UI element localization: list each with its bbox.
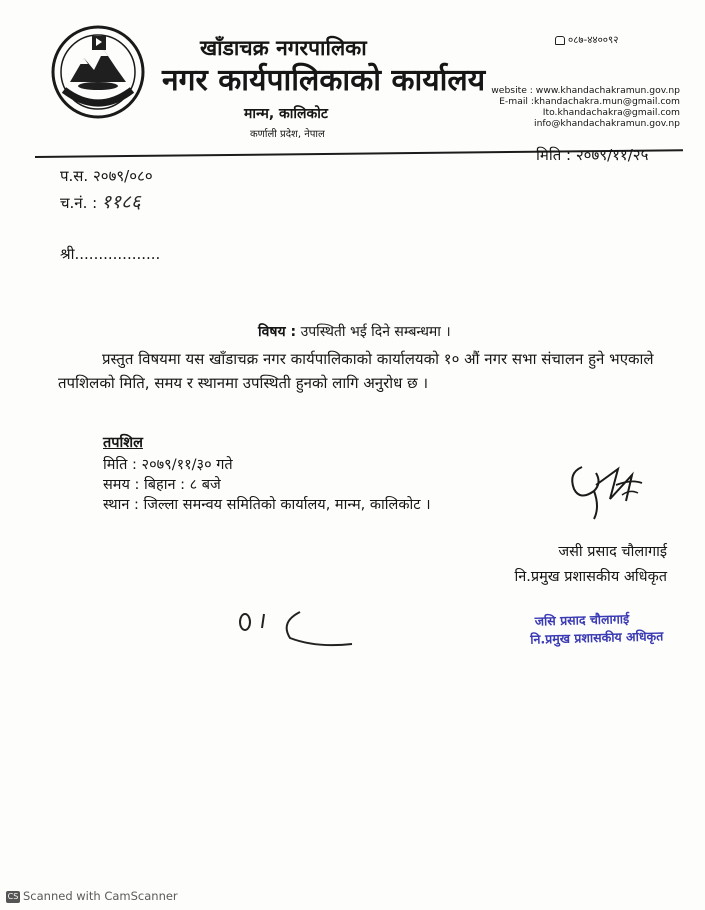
subject-line	[258, 322, 451, 341]
subject-label: विषय :	[258, 324, 297, 340]
body-paragraph: प्रस्तुत विषयमा यस खाँडाचक्र नगर कार्यपालिकाको कार्यालयको १० औं नगर सभा संचालन हुने भएकाले तपशिलको मिति, समय र स्थानमा उपस्थिती हुनको लागि अनुरोध छ ।	[58, 350, 654, 392]
nepal-municipal-emblem-icon	[50, 24, 146, 120]
scanner-watermark-text: Scanned with CamScanner	[23, 889, 178, 903]
phone-number	[555, 32, 618, 46]
dispatch-number-row	[60, 188, 141, 214]
contact-email-1: E-mail :khandachakra.mun@gmail.com	[499, 96, 680, 107]
letter-date: मिति : २०७९/११/२५	[536, 146, 649, 164]
details-block	[103, 433, 431, 515]
recipient-line: श्री..................	[60, 245, 161, 263]
office-name: नगर कार्यपालिकाको कार्यालय	[162, 63, 486, 98]
details-place: स्थान : जिल्ला समन्वय समितिको कार्यालय, मान्म, कालिकोट ।	[103, 497, 431, 513]
stamp-title: नि.प्रमुख प्रशासकीय अधिकृत	[530, 628, 664, 647]
scanner-watermark	[6, 889, 178, 903]
stamp-name: जसि प्रसाद चौलागाई	[534, 611, 630, 629]
phone-text: ०८७-४४००९२	[568, 35, 619, 46]
dispatch-number-handwritten: ११८६	[101, 191, 141, 213]
signatory-title: नि.प्रमुख प्रशासकीय अधिकृत	[514, 569, 667, 585]
details-heading: तपशिल	[103, 435, 143, 451]
contact-block	[491, 85, 680, 129]
camscanner-logo-icon: CS	[7, 891, 19, 901]
signatory-name: जसी प्रसाद चौलागाई	[558, 544, 667, 560]
fiscal-year-reference: प.स. २०७९/०८०	[60, 167, 153, 185]
handwritten-scribble	[236, 604, 356, 654]
contact-email-3: info@khandachakramun.gov.np	[534, 118, 680, 129]
office-address: मान्म, कालिकोट	[244, 106, 328, 122]
phone-icon	[555, 36, 565, 45]
contact-website: website : www.khandachakramun.gov.np	[491, 85, 680, 96]
subject-text: उपस्थिती भई दिने सम्बन्धमा ।	[300, 324, 451, 340]
official-stamp	[530, 609, 664, 648]
office-province: कर्णाली प्रदेश, नेपाल	[250, 129, 325, 140]
handwritten-signature	[560, 455, 660, 525]
municipality-name: खाँडाचक्र नगरपालिका	[200, 36, 367, 60]
details-date: मिति : २०७९/११/३० गते	[103, 457, 233, 473]
contact-email-2: Ito.khandachakra@gmail.com	[542, 107, 680, 118]
details-time: समय : बिहान : ८ बजे	[103, 477, 221, 493]
dispatch-label: च.नं. :	[60, 194, 98, 212]
